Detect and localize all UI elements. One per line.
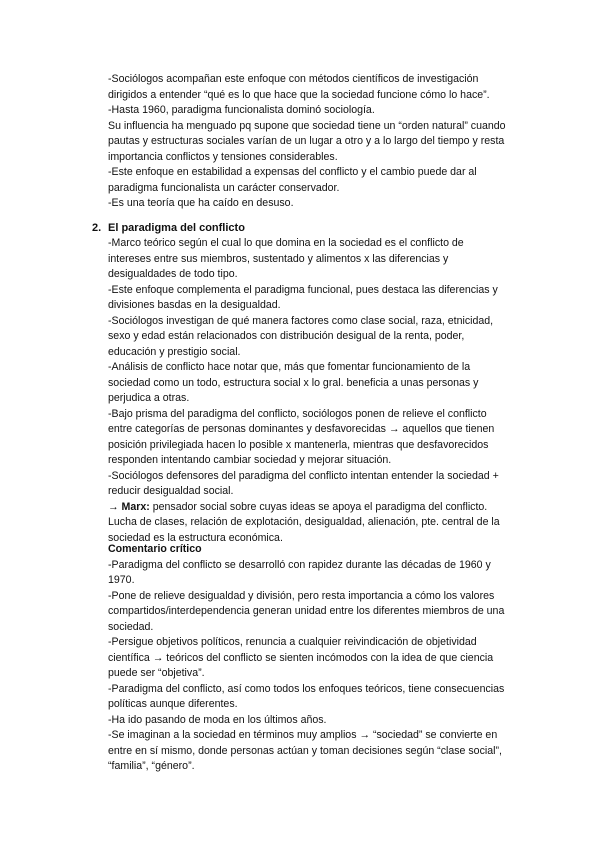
critique-line: sociedad. [108, 620, 154, 633]
critique-line: -Paradigma del conflicto, así como todos los enfoques teóricos, tiene consecuencias [108, 682, 505, 695]
critique-line: -Pone de relieve desigualdad y división, pero resta importancia a cómo los valores [108, 589, 495, 602]
section-line: sexo y edad están relacionados con distribución desigual de la renta, poder, [108, 330, 465, 342]
critique-line: -Ha ido pasando de moda en los últimos años. [108, 713, 327, 726]
intro-block [108, 72, 528, 212]
section-line: responden intentando cambiar sociedad y mejorar situación. [108, 454, 392, 466]
section-line: intereses entre sus miembros, sustentado y alimentos x las diferencias y [108, 252, 449, 265]
marx-text: pensador social sobre cuyas ideas se apoya el paradigma del conflicto. [149, 500, 488, 513]
section-heading [92, 221, 245, 237]
marx-label: Marx: [121, 500, 150, 513]
section-line: reducir desigualdad social. [108, 485, 234, 497]
section-line: -Bajo prisma del paradigma del conflicto, sociólogos ponen de relieve el conflicto [108, 407, 487, 420]
section-line: sociedad es la estructura económica. [108, 531, 283, 544]
intro-line: pautas y estructuras sociales varían de un lugar a otro y a lo largo del tiempo y resta [108, 135, 505, 147]
intro-line: Su influencia ha menguado pq supone que sociedad tiene un “orden natural” cuando [108, 119, 506, 132]
intro-line: -Sociólogos acompañan este enfoque con métodos científicos de investigación [108, 73, 479, 85]
arrow-glyph: → [108, 500, 122, 513]
critique-line: compartidos/interdependencia generan unidad entre los diferentes miembros de una [108, 605, 505, 617]
section-line: desigualdades de todo tipo. [108, 268, 238, 280]
critique-heading: Comentario crítico [108, 543, 202, 555]
intro-line: -Este enfoque en estabilidad a expensas del conflicto y el cambio puede dar al [108, 166, 477, 178]
critique-line: “familia”, “género”. [108, 760, 195, 772]
section-number: 2. [92, 222, 102, 234]
section-line: perjudica a otras. [108, 392, 190, 404]
section-line: -Análisis de conflicto hace notar que, más que fomentar funcionamiento de la [108, 361, 471, 373]
critique-line: puede ser “objetiva”. [108, 667, 205, 679]
critique-block [108, 542, 528, 775]
section-title: El paradigma del conflicto [108, 222, 245, 234]
section-line: entre categorías de personas dominantes y desfavorecidas → aquellos que tienen [108, 423, 495, 435]
intro-line: dirigidos a entender “qué es lo que hace que la sociedad funcione cómo lo hace”. [108, 88, 490, 101]
critique-line: 1970. [108, 574, 135, 586]
section-line: educación y prestigio social. [108, 345, 241, 358]
critique-line: científica → teóricos del conflicto se sienten incómodos con la idea de que ciencia [108, 651, 494, 664]
section-line: divisiones basdas en la desigualdad. [108, 299, 281, 311]
marx-line [108, 500, 528, 516]
critique-line: -Paradigma del conflicto se desarrolló con rapidez durante las décadas de 1960 y [108, 558, 491, 571]
section-line: posición privilegiada hacen lo posible x mantenerla, mientras que desfavorecidos [108, 438, 489, 451]
section-line: -Este enfoque complementa el paradigma funcional, pues destaca las diferencias y [108, 283, 498, 296]
section-line: sociedad como un todo, estructura social x lo gral. beneficia a unas personas y [108, 376, 479, 389]
section-line: Lucha de clases, relación de explotación, desigualdad, alienación, pte. central de la [108, 516, 500, 528]
section-line: -Marco teórico según el cual lo que domina en la sociedad es el conflicto de [108, 237, 464, 249]
section-body [108, 236, 528, 546]
critique-line: -Se imaginan a la sociedad en términos muy amplios → “sociedad” se convierte en [108, 729, 498, 741]
intro-line: paradigma funcionalista un carácter conservador. [108, 181, 340, 194]
section-line: -Sociólogos defensores del paradigma del conflicto intentan entender la sociedad + [108, 469, 499, 482]
intro-line: -Hasta 1960, paradigma funcionalista dominó sociología. [108, 104, 375, 116]
critique-line: -Persigue objetivos políticos, renuncia a cualquier reivindicación de objetividad [108, 636, 477, 648]
intro-line: -Es una teoría que ha caído en desuso. [108, 197, 294, 209]
critique-line: entre en sí mismo, donde personas actúan y toman decisiones según “clase social”, [108, 744, 502, 757]
intro-line: importancia conflictos y tensiones considerables. [108, 150, 338, 163]
section-line: -Sociólogos investigan de qué manera factores como clase social, raza, etnicidad, [108, 314, 494, 327]
critique-line: políticas aunque diferentes. [108, 698, 238, 710]
